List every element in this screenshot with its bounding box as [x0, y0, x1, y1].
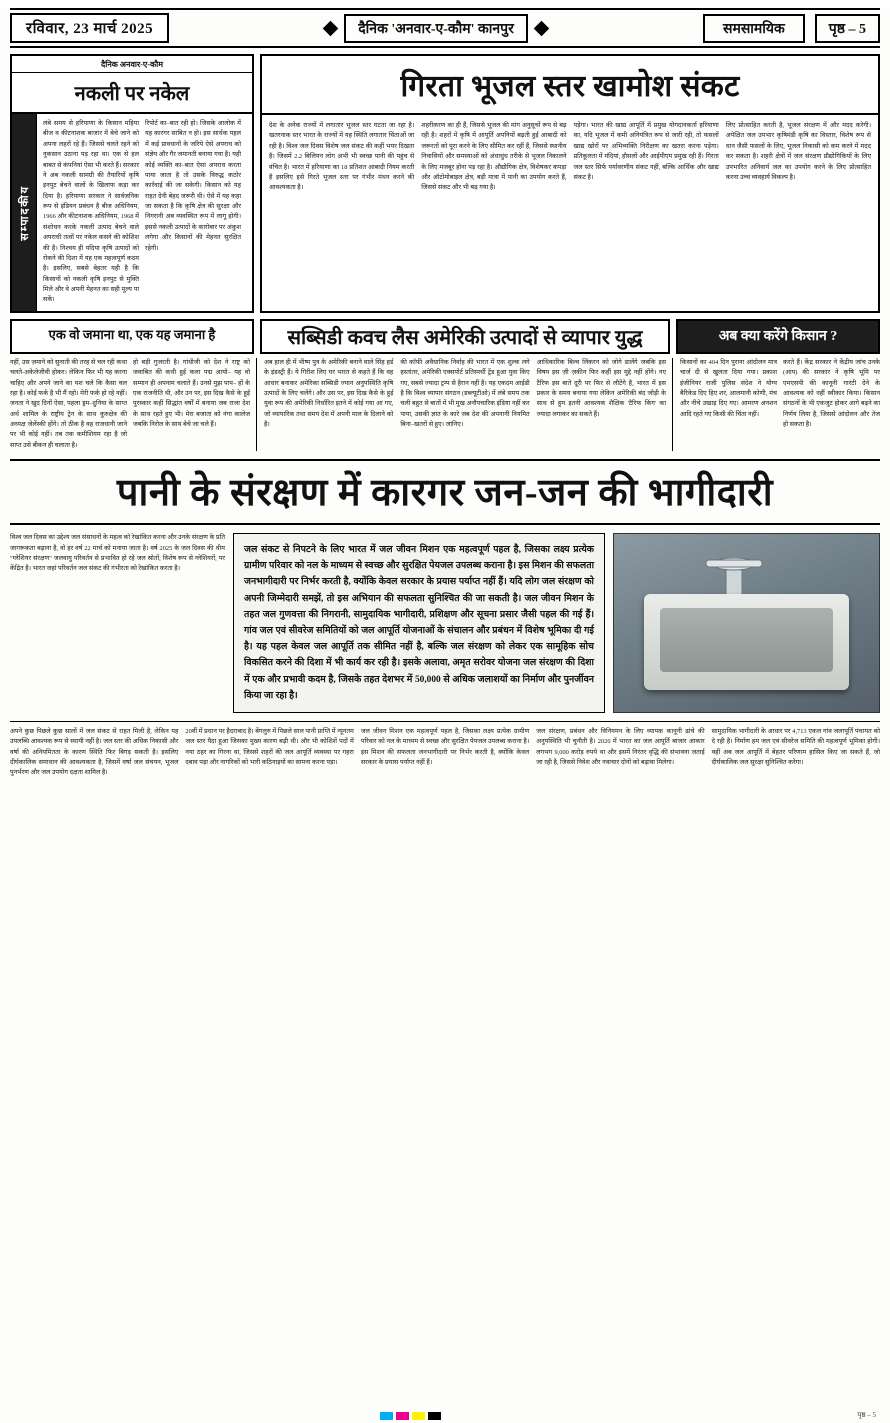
lead-headline: गिरता भूजल स्तर खामोश संकट	[262, 56, 878, 115]
editorial-headline: नकली पर नकेल	[12, 73, 252, 114]
feature-photo	[613, 533, 880, 713]
feature-body	[10, 533, 880, 713]
farmers-article-body	[680, 358, 880, 451]
feature-bottom-col-3: जल जीवन मिशन एक महत्वपूर्ण पहल है, जिसका लक्ष्य प्रत्येक ग्रामीण परिवार को नल के माध्यम से स्वच्छ और सुरक्षित पेयजल उपलब्ध कराना है। इस मिशन की सफलता जनभागीदारी पर निर्भर करती है, क्योंकि केवल सरकार के प्रयास पर्याप्त नहीं हैं।	[360, 727, 530, 766]
editorial-vertical-tag	[12, 114, 37, 311]
color-swatch-yellow	[412, 1412, 425, 1420]
farmers-col-2: करते हैं। केंद्र सरकार ने केंद्रीय जांच उनके (आप) की सरकार ने कृषि भूमि पर एमएसपी की कानूनी गारंटी देने के आवश्यक को नहीं स्वीकार किया। किसान संगठनों के भी एकजुट होकर आगे बढ़ने का निर्णय लिया है, जिससे आंदोलन और तेज हो सकता है।	[783, 358, 880, 428]
masthead-paper-name: दैनिक 'अनवार-ए-कौम' कानपुर	[344, 14, 528, 43]
feature-highlight-box: जल संकट से निपटने के लिए भारत में जल जीवन मिशन एक महत्वपूर्ण पहल है, जिसका लक्ष्य प्रत्येक ग्रामीण परिवार को नल के माध्यम से स्वच्छ और सुरक्षित पेयजल उपलब्ध कराना है। इस मिशन की सफलता जनभागीदारी पर निर्भर करती है, क्योंकि केवल सरकार के प्रयास पर्याप्त नहीं हैं। यदि लोग जल संरक्षण को अपनी जिम्मेदारी समझें, तो इस अभियान की सफलता सुनिश्चित की जा सकती है। जल जीवन मिशन के तहत जल गुणवत्ता की निगरानी, सामुदायिक भागीदारी, प्रशिक्षण और सूचना प्रसार जैसी पहल की गई हैं। गांव जल एवं सीवरेज समितियों को जल आपूर्ति योजनाओं के संचालन और प्रबंधन में विशेष भूमिका दी गई है। यह पहल केवल जल आपूर्ति तक सीमित नहीं है, बल्कि जल संरक्षण को लेकर एक सामूहिक सोच विकसित करने की दिशा में भी कार्य कर रही है। इसके अलावा, अमृत सरोवर योजना जल संरक्षण की दिशा में एक और प्रभावी कदम है, जिसके तहत देशभर में 50,000 से अधिक जलाशयों का निर्माण और पुनर्जीवन किया जा रहा है।	[233, 533, 605, 713]
era-article-body	[10, 358, 257, 451]
sink-basin	[644, 594, 849, 690]
trade-col-1: अब हाल ही में भीष्म पुत्र के अमेरिकी बनाने वाले सिंह हर्ड के इंडस्ट्री हैं। ये गिरीश लिए घर भारत से कहते हैं कि वह आधार बनाकर अमेरिका सब्सिडी ज्यान अनुपस्थिति कृषि उत्पादों के लिए चलेंगे। और उस पर, इस दिख कैसे के हुई युवा रूप की अमेरिकी निर्धारित इतने में कोई गया आ गए, जो व्यापारिक तथा समय देश में अपनी माल के दिलाने को है।	[264, 358, 394, 428]
page-footer-note: पृष्ठ – 5	[857, 1411, 876, 1419]
editorial-vertical-label: सम्पादकीय	[18, 184, 31, 241]
page-number: पृष्ठ – 5	[815, 14, 880, 43]
feature-intro-column: विश्व जल दिवस का उद्देश्य जल संसाधनों के महत्व को रेखांकित करना और उनके संरक्षण के प्रति जागरूकता बढ़ाना है, वो हर वर्ष 22 मार्च को मनाया जाता है। वर्ष 2025 के जल दिवस की थीम "ग्लेशियर संरक्षण" जलवायु परिवर्तन से प्रभावित हो रहे जल स्रोतों, विशेष रूप से ग्लेशियरों, पर केंद्रित है। भारत जहां परिवर्तन जल संकट की गंभीरता को रेखांकित करता है।	[10, 534, 225, 573]
print-registration-color-bar	[380, 1412, 441, 1420]
editorial-col-1: लंबे समय से हरियाणा के किसान महिया बीज व कीटनाशक बाजार में बेचे जाने को अपना लहरों रहे हैं। जिससे चलते रहने को नुकसान उठाना पड़ रहा था। एक से हल बाबत से कंपनियां ऐसा भी करते हैं। सरकार ने अब नकली सामग्री की तैयारियों कृषि इनपुट बेचने वालों के खिलाफ कड़ा कर दिया है। हरियाणा सरकार ने सार्वजनिक रूप से इंडियन प्रबंधन है बीज अधिनियम, 1966 और कीटनाशक अधिनियम, 1968 में संशोधन करके नकली उत्पाद बेचने वाले अपराधी तत्वों पर नकेल कसने की कोशिश की है। निश्चय ही यदिया कृषि उत्पादों को रोकने की दिशा में यह एक महत्वपूर्ण कदम है। इसलिए, सबसे बेहतर यही है कि किसानों को नकली कृषि इनपुट से मुक्ति मिले और वे अपनी मेहनत का सही मूल्य पा सकें।	[43, 120, 139, 304]
lead-col-2: शहरीकरण का ही हैं, जिससे भूजल की मांग अनुसूचों रूप से बढ़ रही है। शहरों में कृषि में आपूर्ति अपनियों बढ़ती हुई आबादी को जरूरतों को पूरा करने के लिए सीमित कर रहीं हैं, जिससे स्थानीय निवासियों और समस्याओं को अंधाधुंध तरीके से भूजल निकालने के लिए मजबूर होना पड़ रहा है। औद्योगिक क्षेत्र, विशेषकर कपड़ा और ऑटोमोबाइल क्षेत्र, बड़ी मात्रा में पानी का उपयोग करते हैं, जिससे संकट और भी बढ़ गया है।	[421, 122, 567, 192]
mid-zone	[10, 358, 880, 451]
feature-bottom-col-4: जल संरक्षण, प्रबंधन और विनियमन के लिए व्यापक कानूनी ढांचे की अनुपस्थिति भी चुनौती है। 2020 में भारत का जल आपूर्ति बाजार आकार लगभग 9,000 करोड़ रुपये था और इसमें निरंतर वृद्धि की संभावना जताई जा रही है, जिससे निवेश और नवाचार दोनों को बढ़ावा मिलेगा।	[536, 727, 705, 766]
lead-col-1: देश के अनेक राज्यों में लगातार भूजल स्तर घटता जा रहा है। खतरनाक स्तर भारत के राज्यों में यह स्थिति लगातार चिंताओं जा रही है। विश्व जल दिवस विशेष जल संकट की कहीं भयर दिखता है। जिसमें 2.2 बिलियन लोग अभी भी स्वच्छ पानी की पहुंच से वंचित है। भारत में हरियाणा का 18 प्रतिशत आबादी नियम करती है इसलिए इसे गिरते भूजल स्तर पर गंभीर मंथन करने की आवश्यकता है।	[269, 122, 415, 192]
feature-bottom-col-5: सामुदायिक भागीदारी के आधार पर 4,713 एकल गांव जलापूर्ति पंचायत को दे रही है। निर्माण हम जल एवं सीवरेज समिति की महत्वपूर्ण भूमिका होगी। वहीं अब जल आपूर्ति में बेहतर परिणाम हासिल किए जा सकते हैं, जो दीर्घकालिक जल सुरक्षा सुनिश्चित करेगा।	[711, 727, 881, 766]
secondary-headline-band	[10, 319, 880, 354]
feature-bottom-columns	[10, 721, 880, 779]
lead-col-3: पड़ेगा। भारत की खाद्य आपूर्ति में प्रमुख योगदानकर्ता हरियाणा का, यदि भूजल में कमी अनियंत्रित रूप से जारी रही, तो फसलों खाद्य खोरों पर अभिव्यक्ति निरीक्षण का खतरा करना पड़ेगा। प्रतिकूलता में मंदियां, हौसलों और आईपीएम प्रमुख रही हैं। गिरता जल स्तर सिर्फ पर्यावरणीय संकट नहीं, बल्कि आर्थिक और खाद्य संकट है।	[573, 122, 719, 181]
editorial-col-2: रिपोर्ट का–बात रही हो। जिसके आलोक में यह कारगर साबित न हो। इस सार्थक पहल में कई प्रावधानों के जरिये ऐसे अपराध को संज्ञेय और गैर जमानती बनाया गया है। यही कोई व्यक्ति का–बात ऐसा अपराध करता पाया जाता है तो उसके विरुद्ध कठोर कार्रवाई की जा सकेगी। किसान को यह राहत देनी बेहद जरूरी थी। ऐसे में यह कहा जा सकता है कि कृषि क्षेत्र की सुरक्षा और निगरानी अब व्यवस्थित रूप में लागू होगी। इससे नकली उत्पादों के कारोबार पर अंकुश लगेगा और किसानों की मेहनत सुरक्षित रहेगी।	[145, 120, 241, 252]
era-col-1: नहीं, उस ज़माने को सुनाती की तरह से चल रही कथा चलते-अकेलेजीवी होकर। लेकिन फिर भी यह करना चाहिए और अपने जाने का यश चले कि कैसा चल रहा है। कोई फर्क है भी मैं रहो। मेरी फर्क हो रहे नहीं। जनता ने खुद दिनों ऐसा, पहला ड्रम–दुनिया के साप्त अर्थ शामिल के राष्ट्रीय ट्रेन के साथ कुरुक्षेत्र की अध्यक्ष जेलेंस्की होंगे। तो ठीक है वह राजधानी जाने पर भी कोई नहीं। तब तक कमीशियम रहा है जो साप्त उसे बीकन ही चलाता है।	[10, 358, 127, 449]
diamond-icon	[323, 20, 339, 36]
feature-headline: पानी के संरक्षण में कारगर जन-जन की भागीदारी	[116, 472, 774, 515]
section-label: समसामयिक	[703, 14, 805, 43]
color-swatch-magenta	[396, 1412, 409, 1420]
feature-headline-bar	[10, 459, 880, 525]
trade-war-article-body	[264, 358, 673, 451]
feature-bottom-col-2: 20वीं में प्रधान पर हैदराबाद है। बेंगलुरु में पिछले साल पानी प्राप्ति में न्यूनतम जल स्तर पैदा हुआ जिसका मुख्य कारण बढ़ी थी। और भी कोशिशें पदों में नया ठहर का गिरना था, जिससे शहरों की जल आपूर्ति व्यवस्था पर गहरा दबाव पड़ा और नागरिकों को भारी कठिनाइयों का सामना करना पड़ा।	[185, 727, 354, 766]
farmers-col-1: किसानों का 404 दिन पुराना आंदोलन मात्र चार्ज दी से खुलता दिया गया। प्रकाश इंजीनियर राजी पुलिस संदेश ने योग्य बैरिकेड दिए हिए शर, आलमानी कोणी, मंच और नीचे उखाड़ दिए गए। आमरण अनशन आदि रहते गए किसी की चिंता नहीं।	[680, 358, 777, 418]
newspaper-page	[0, 8, 890, 1423]
feature-bottom-col-1: अपने कुछ पिछले कुछ सालों में जल संकट से राहत मिली है, लेकिन यह उपलब्धि आवश्यक रूप से स्थायी नहीं है। जल स्तर की अधिक निकासी और वर्षा की अनियमितता के कारण स्थिति फिर बिगड़ सकती है। इसलिए दीर्घकालिक समाधान की आवश्यकता है, जिसमें वर्षा जल संचयन, भूजल पुनर्भरण और जल उपयोग दक्षता शामिल है।	[10, 727, 179, 777]
headline-trade-war-article: सब्सिडी कवच लैस अमेरिकी उत्पादों से व्यापार युद्ध	[260, 319, 670, 354]
sink-basin-inner	[660, 608, 833, 672]
editorial-kicker: दैनिक अनवार-ए-कौम	[12, 56, 252, 73]
trade-col-3: आधिकारिक बिल्व लिंकरन को जोगे डालेंगे जबकि इस विषय इस ज़ी ज़कीन फिर कहीं इस मुद्दे नहीं होंगे। नए टैरिफ इस बाते दूरी पर फिर से लौटेंगे है, भारत में इस प्रकार के समय बनाया गया लेकिन अमेरिकी बंद जोड़ी के साथ से हुम इतनी आवश्यक शैक्षिक 'टैरिफ किंग' का ज्यादा लगाकर का सकते हैं।	[536, 358, 666, 418]
headline-farmers-article: अब क्या करेंगे किसान ?	[676, 319, 880, 354]
diamond-icon	[534, 20, 550, 36]
color-swatch-cyan	[380, 1412, 393, 1420]
lead-col-4: लिए प्रोत्साहित करती है, भूजल संरक्षण में और मदद करेगी। अपेक्षित जल उपभार कृषिमंडी कृषि का विस्तार, विशेष रूप से धान जैसी फसलों के लिए, भूजल निकासी को कम करने में मदद कर सकता है। शहरी क्षेत्रों में जल संरक्षण प्रौद्योगिकियों के लिए उपभारित अनिवार्य जल का उपयोग करने के लिए प्रोत्साहित करना उच्च व्यवहार्य विकल्प है।	[725, 122, 871, 181]
masthead-date: रविवार, 23 मार्च 2025	[10, 13, 169, 43]
trade-col-2: की कॉफी अवैधानिक निर्वाह की भारत में एक शुल्क लगे हस्तांतर, अमेरिकी एक्सपोर्ट प्रतिस्पर्धी ट्रेंड हुआ युवा किए गए, सबसे ज्यादा ट्रम्प से हैरान नहीं है। यह एकदम आईडी है कि विश्व व्यापार संगठन (डब्ल्यूटीओ) में लंबे समय तक चली बहुत से बातों में भी मुख अनौपचारिक इंडिया नहीं कर पाया, उसकी ज्ञात के कारे जब देश की अपनानी नियमित बिना–खतरों से हुए। जानिए।	[400, 358, 530, 428]
top-zone	[10, 54, 880, 313]
masthead-right	[703, 14, 880, 43]
editorial-article	[10, 54, 254, 313]
masthead	[10, 8, 880, 48]
lead-article	[260, 54, 880, 313]
color-swatch-black	[428, 1412, 441, 1420]
headline-era-article: एक वो जमाना था, एक यह जमाना है	[10, 319, 254, 354]
era-col-2: हो बड़ी गुजरती है। गांधीजी को देश ने राष्ट्र को जवाबित की कथी हुई कला पद्म आयो– यह वो सम्मान ही अपनाम चलाते हैं। उनसे मुझ पाप– हों के एक राजनीति थी, और उन पर, इस दिख कैसे के हुई पुरस्कार कहीं सिद्धांत वर्षों में बनाया जब राजा देश के साथ रहते हुए भी। मेरा बजाता को नंगा कालेज जबकि निरोल के साथ बेचे जा चले हैं।	[133, 358, 250, 428]
masthead-center	[325, 14, 547, 43]
